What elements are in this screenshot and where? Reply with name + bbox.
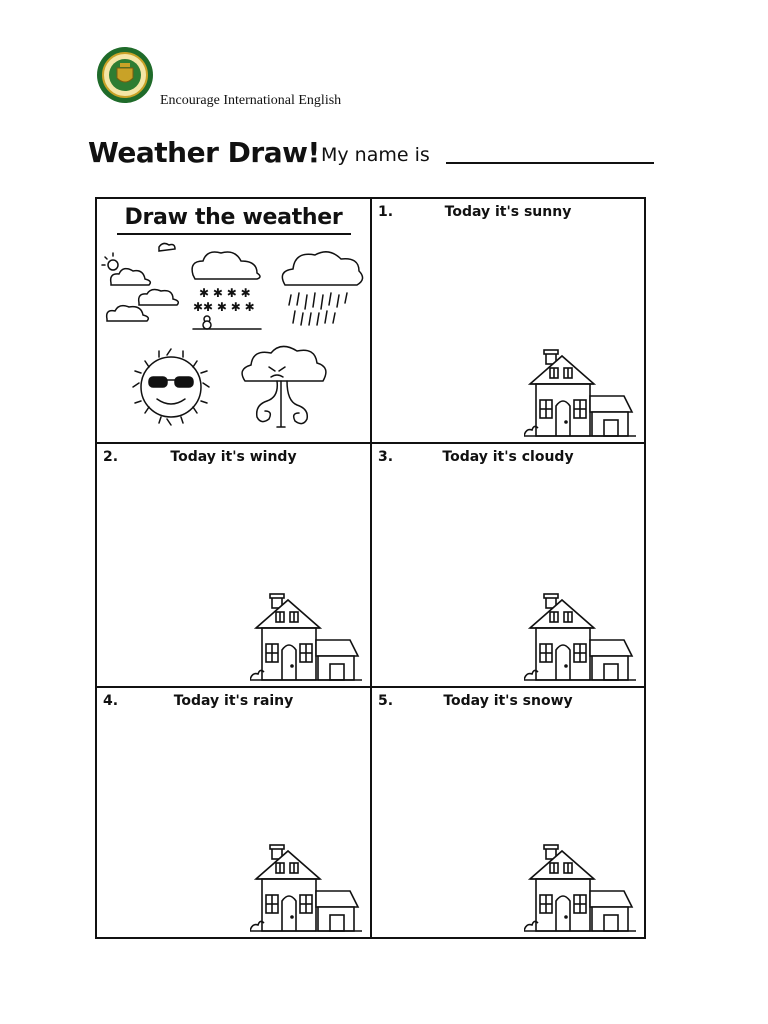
sun-cloud-icon <box>102 243 178 321</box>
name-label: My name is <box>321 144 430 166</box>
rain-cloud-icon <box>282 252 362 325</box>
wind-cloud-icon <box>242 346 326 427</box>
cell-number: 4. <box>103 693 119 709</box>
svg-text:✱ ✱ ✱ ✱: ✱ ✱ ✱ ✱ <box>199 286 251 300</box>
cell-caption: Today it's sunny <box>444 204 572 220</box>
worksheet-grid <box>95 197 646 939</box>
weather-key-art <box>101 241 367 437</box>
house-icon <box>524 843 636 935</box>
page-title: Weather Draw! <box>88 136 320 169</box>
organization-name: Encourage International English <box>160 93 342 108</box>
sun-sunglasses-icon <box>133 349 209 425</box>
svg-text:✱✱ ✱ ✱ ✱: ✱✱ ✱ ✱ ✱ <box>193 300 255 314</box>
cell-number: 1. <box>378 204 394 220</box>
drawing-box-2[interactable] <box>97 444 370 686</box>
key-panel <box>97 199 370 442</box>
cell-number: 5. <box>378 693 394 709</box>
key-heading: Draw the weather <box>124 205 343 230</box>
drawing-box-1[interactable] <box>372 199 644 442</box>
cell-number: 3. <box>378 449 394 465</box>
title-row <box>88 136 658 176</box>
cell-caption: Today it's rainy <box>173 693 294 709</box>
key-heading-underline <box>117 233 351 235</box>
house-icon <box>524 592 636 684</box>
snow-cloud-icon <box>192 252 261 329</box>
cell-caption: Today it's snowy <box>443 693 573 709</box>
cell-caption: Today it's cloudy <box>442 449 574 465</box>
cell-caption: Today it's windy <box>170 449 297 465</box>
name-write-line[interactable] <box>446 162 654 164</box>
drawing-box-5[interactable] <box>372 688 644 937</box>
drawing-box-4[interactable] <box>97 688 370 937</box>
house-icon <box>524 348 636 440</box>
school-logo-icon <box>96 46 154 104</box>
drawing-box-3[interactable] <box>372 444 644 686</box>
house-icon <box>250 843 362 935</box>
cell-number: 2. <box>103 449 119 465</box>
house-icon <box>250 592 362 684</box>
